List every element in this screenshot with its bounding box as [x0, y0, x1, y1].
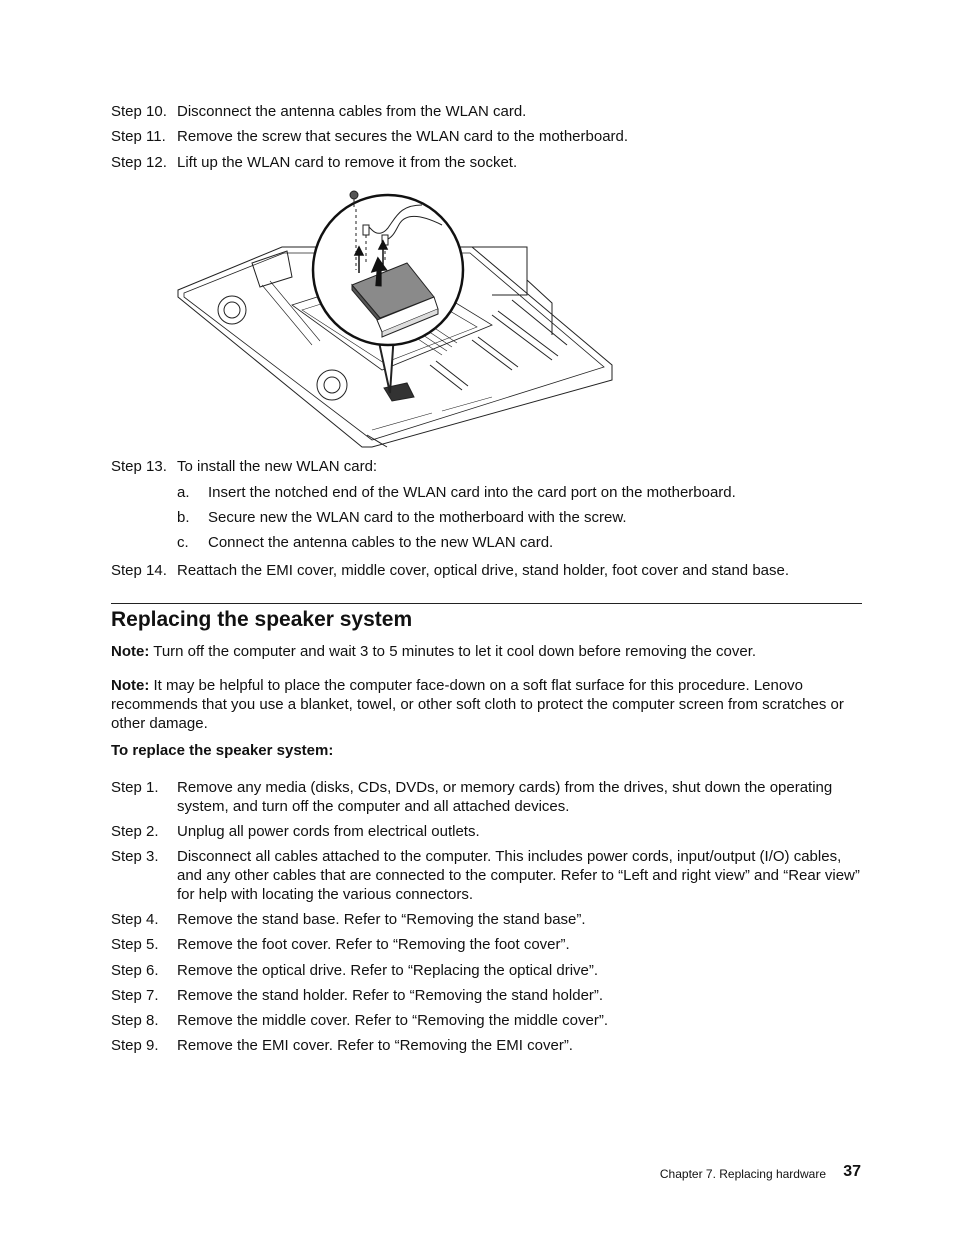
step-13 — [111, 457, 863, 476]
substep-letter: b. — [177, 509, 190, 526]
step-10 — [111, 102, 863, 121]
step-number: Step 5. — [111, 936, 159, 953]
step-text: Remove the optical drive. Refer to “Replacing the optical drive”. — [177, 962, 599, 979]
step-number: Step 12. — [111, 154, 167, 171]
step-text: Remove the stand base. Refer to “Removing the stand base”. — [177, 911, 586, 928]
step-12 — [111, 153, 863, 172]
step-text: To install the new WLAN card: — [177, 458, 378, 475]
speaker-step-4 — [111, 910, 863, 929]
step-number: Step 2. — [111, 823, 159, 840]
speaker-step-5 — [111, 935, 863, 954]
step-text: Remove the EMI cover. Refer to “Removing the EMI cover”. — [177, 1037, 573, 1054]
substep-letter: c. — [177, 534, 189, 551]
substep-a — [177, 483, 867, 502]
note-label: Note: — [111, 643, 150, 660]
speaker-step-8 — [111, 1011, 863, 1030]
substep-text: Secure new the WLAN card to the motherboard with the screw. — [208, 509, 627, 526]
step-number: Step 4. — [111, 911, 159, 928]
step-text: Remove the screw that secures the WLAN card to the motherboard. — [177, 128, 629, 145]
substep-c — [177, 533, 867, 552]
speaker-step-7 — [111, 986, 863, 1005]
step-text: Reattach the EMI cover, middle cover, optical drive, stand holder, foot cover and stand base. — [177, 562, 790, 579]
procedure-heading: To replace the speaker system: — [111, 742, 334, 759]
speaker-step-2 — [111, 822, 863, 841]
substep-text: Insert the notched end of the WLAN card into the card port on the motherboard. — [208, 484, 736, 501]
substep-text: Connect the antenna cables to the new WLAN card. — [208, 534, 554, 551]
speaker-step-1 — [111, 778, 863, 816]
step-text: Disconnect all cables attached to the computer. This includes power cords, input/output (I/O) cables, and any other cables that are connected to the computer. Refer to “Left and right view” and “Rear view” for help with locating the various connectors. — [177, 848, 860, 903]
step-number: Step 10. — [111, 103, 167, 120]
substep-letter: a. — [177, 484, 190, 501]
step-number: Step 8. — [111, 1012, 159, 1029]
speaker-step-9 — [111, 1036, 863, 1055]
step-number: Step 13. — [111, 458, 167, 475]
step-text: Remove the middle cover. Refer to “Removing the middle cover”. — [177, 1012, 609, 1029]
footer-chapter: Chapter 7. Replacing hardware — [659, 1167, 826, 1181]
step-number: Step 14. — [111, 562, 167, 579]
speaker-step-6 — [111, 961, 863, 980]
step-text: Remove the stand holder. Refer to “Removing the stand holder”. — [177, 987, 604, 1004]
page-number: 37 — [843, 1163, 861, 1180]
speaker-step-3 — [111, 847, 863, 904]
step-11 — [111, 127, 863, 146]
note-text: It may be helpful to place the computer face-down on a soft flat surface for this procedure. Lenovo recommends that you use a blanket, towel, or other soft cloth to protect the computer screen from scratches or other damage. — [111, 677, 844, 732]
step-text: Unplug all power cords from electrical outlets. — [177, 823, 480, 840]
step-text: Disconnect the antenna cables from the WLAN card. — [177, 103, 527, 120]
section-divider — [111, 603, 862, 604]
wlan-card-removal-illustration — [172, 185, 622, 450]
step-number: Step 7. — [111, 987, 159, 1004]
step-14 — [111, 561, 863, 580]
substep-b — [177, 508, 867, 527]
step-text: Remove any media (disks, CDs, DVDs, or memory cards) from the drives, shut down the operating system, and turn off the computer and all attached devices. — [177, 779, 833, 815]
section-title: Replacing the speaker system — [111, 608, 413, 631]
step-text: Lift up the WLAN card to remove it from the socket. — [177, 154, 518, 171]
step-number: Step 11. — [111, 128, 166, 145]
note-face-down — [111, 676, 863, 733]
note-label: Note: — [111, 677, 150, 694]
note-cooldown — [111, 642, 863, 661]
step-number: Step 3. — [111, 848, 159, 865]
step-text: Remove the foot cover. Refer to “Removing the foot cover”. — [177, 936, 570, 953]
step-number: Step 1. — [111, 779, 159, 796]
step-number: Step 6. — [111, 962, 159, 979]
step-number: Step 9. — [111, 1037, 159, 1054]
note-text: Turn off the computer and wait 3 to 5 minutes to let it cool down before removing the cover. — [149, 643, 757, 660]
